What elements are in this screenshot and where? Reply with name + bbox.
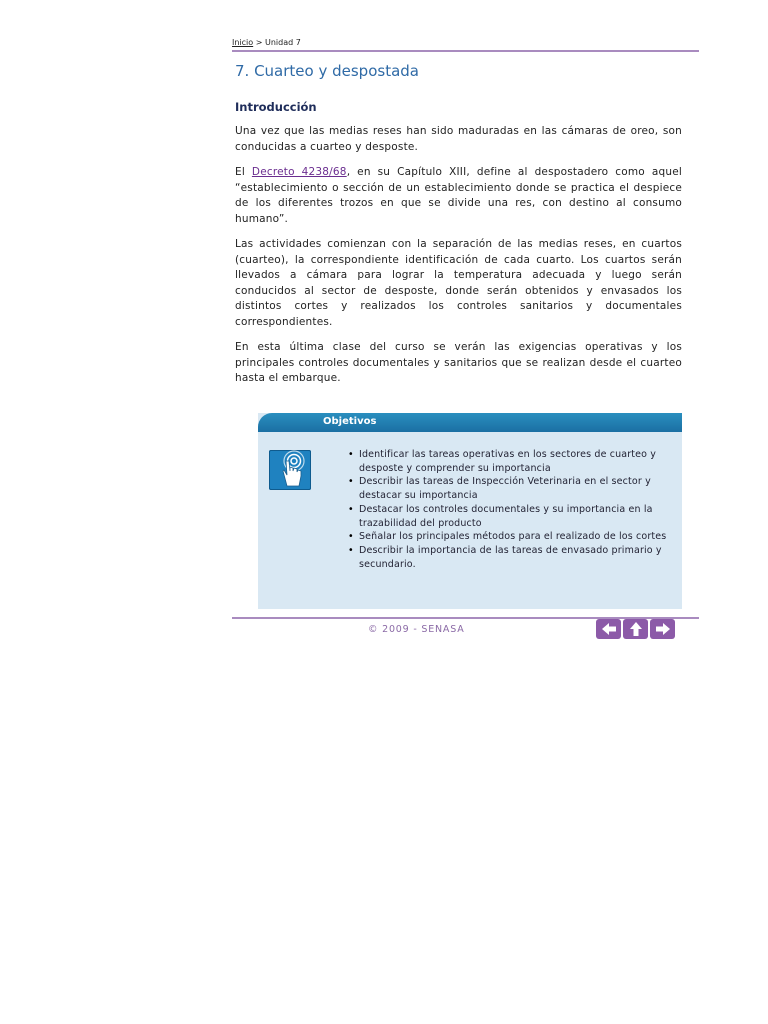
- intro-content: [235, 124, 682, 387]
- paragraph-1: Una vez que las medias reses han sido maduradas en las cámaras de oreo, son conducidas a cuarteo y desposte.: [235, 125, 682, 153]
- objective-item: • Describir las tareas de Inspección Veterinaria en el sector y destacar su importancia: [346, 475, 682, 502]
- arrow-right-icon: [655, 622, 671, 636]
- copyright-text: © 2009 - SENASA: [368, 624, 465, 635]
- paragraph-2: [235, 165, 682, 227]
- previous-page-button[interactable]: [596, 619, 621, 639]
- arrow-left-icon: [601, 622, 617, 636]
- header-divider: [232, 50, 699, 52]
- paragraph-2-suffix: , en su Capítulo XIII, define al despostadero como aquel “establecimiento o sección de un establecimiento donde se practica el despiece de los diferentes trozos en que se divide una res, con destino al consumo humano”.: [235, 166, 682, 225]
- page-title: 7. Cuarteo y despostada: [235, 62, 419, 80]
- objectives-list: [346, 448, 682, 571]
- breadcrumb-current: Unidad 7: [264, 38, 301, 47]
- arrow-up-icon: [629, 621, 643, 637]
- decreto-link[interactable]: Decreto 4238/68: [251, 166, 347, 178]
- breadcrumb-separator: >: [255, 38, 263, 47]
- section-heading: Introducción: [235, 100, 317, 114]
- navigation-buttons: [596, 619, 675, 639]
- objectives-box: [258, 413, 682, 609]
- paragraph-4: En esta última clase del curso se verán las exigencias operativas y los principales controles documentales y sanitarios que se realizan desde el cuarteo hasta el embarque.: [235, 341, 682, 384]
- objectives-title: Objetivos: [323, 416, 377, 427]
- up-page-button[interactable]: [623, 619, 648, 639]
- objective-item: • Identificar las tareas operativas en los sectores de cuarteo y desposte y comprender su importancia: [346, 448, 682, 475]
- breadcrumb: [232, 36, 699, 50]
- objective-item: • Describir la importancia de las tareas de envasado primario y secundario.: [346, 544, 682, 571]
- objectives-header: [258, 413, 682, 432]
- page: [232, 36, 699, 635]
- pointing-hand-icon: [269, 450, 311, 490]
- objective-item: • Destacar los controles documentales y su importancia en la trazabilidad del producto: [346, 503, 682, 530]
- breadcrumb-home-link[interactable]: Inicio: [232, 38, 254, 47]
- next-page-button[interactable]: [650, 619, 675, 639]
- objective-item: • Señalar los principales métodos para el realizado de los cortes: [346, 530, 682, 544]
- paragraph-2-prefix: El: [235, 166, 252, 178]
- paragraph-3: Las actividades comienzan con la separación de las medias reses, en cuartos (cuarteo), la correspondiente identificación de cada cuarto. Los cuartos serán llevados a cámara para lograr la temperatura adecuada y luego serán conducidos al sector de desposte, donde serán obtenidos y envasados los distintos cortes y realizados los controles sanitarios y documentales correspondientes.: [235, 238, 682, 328]
